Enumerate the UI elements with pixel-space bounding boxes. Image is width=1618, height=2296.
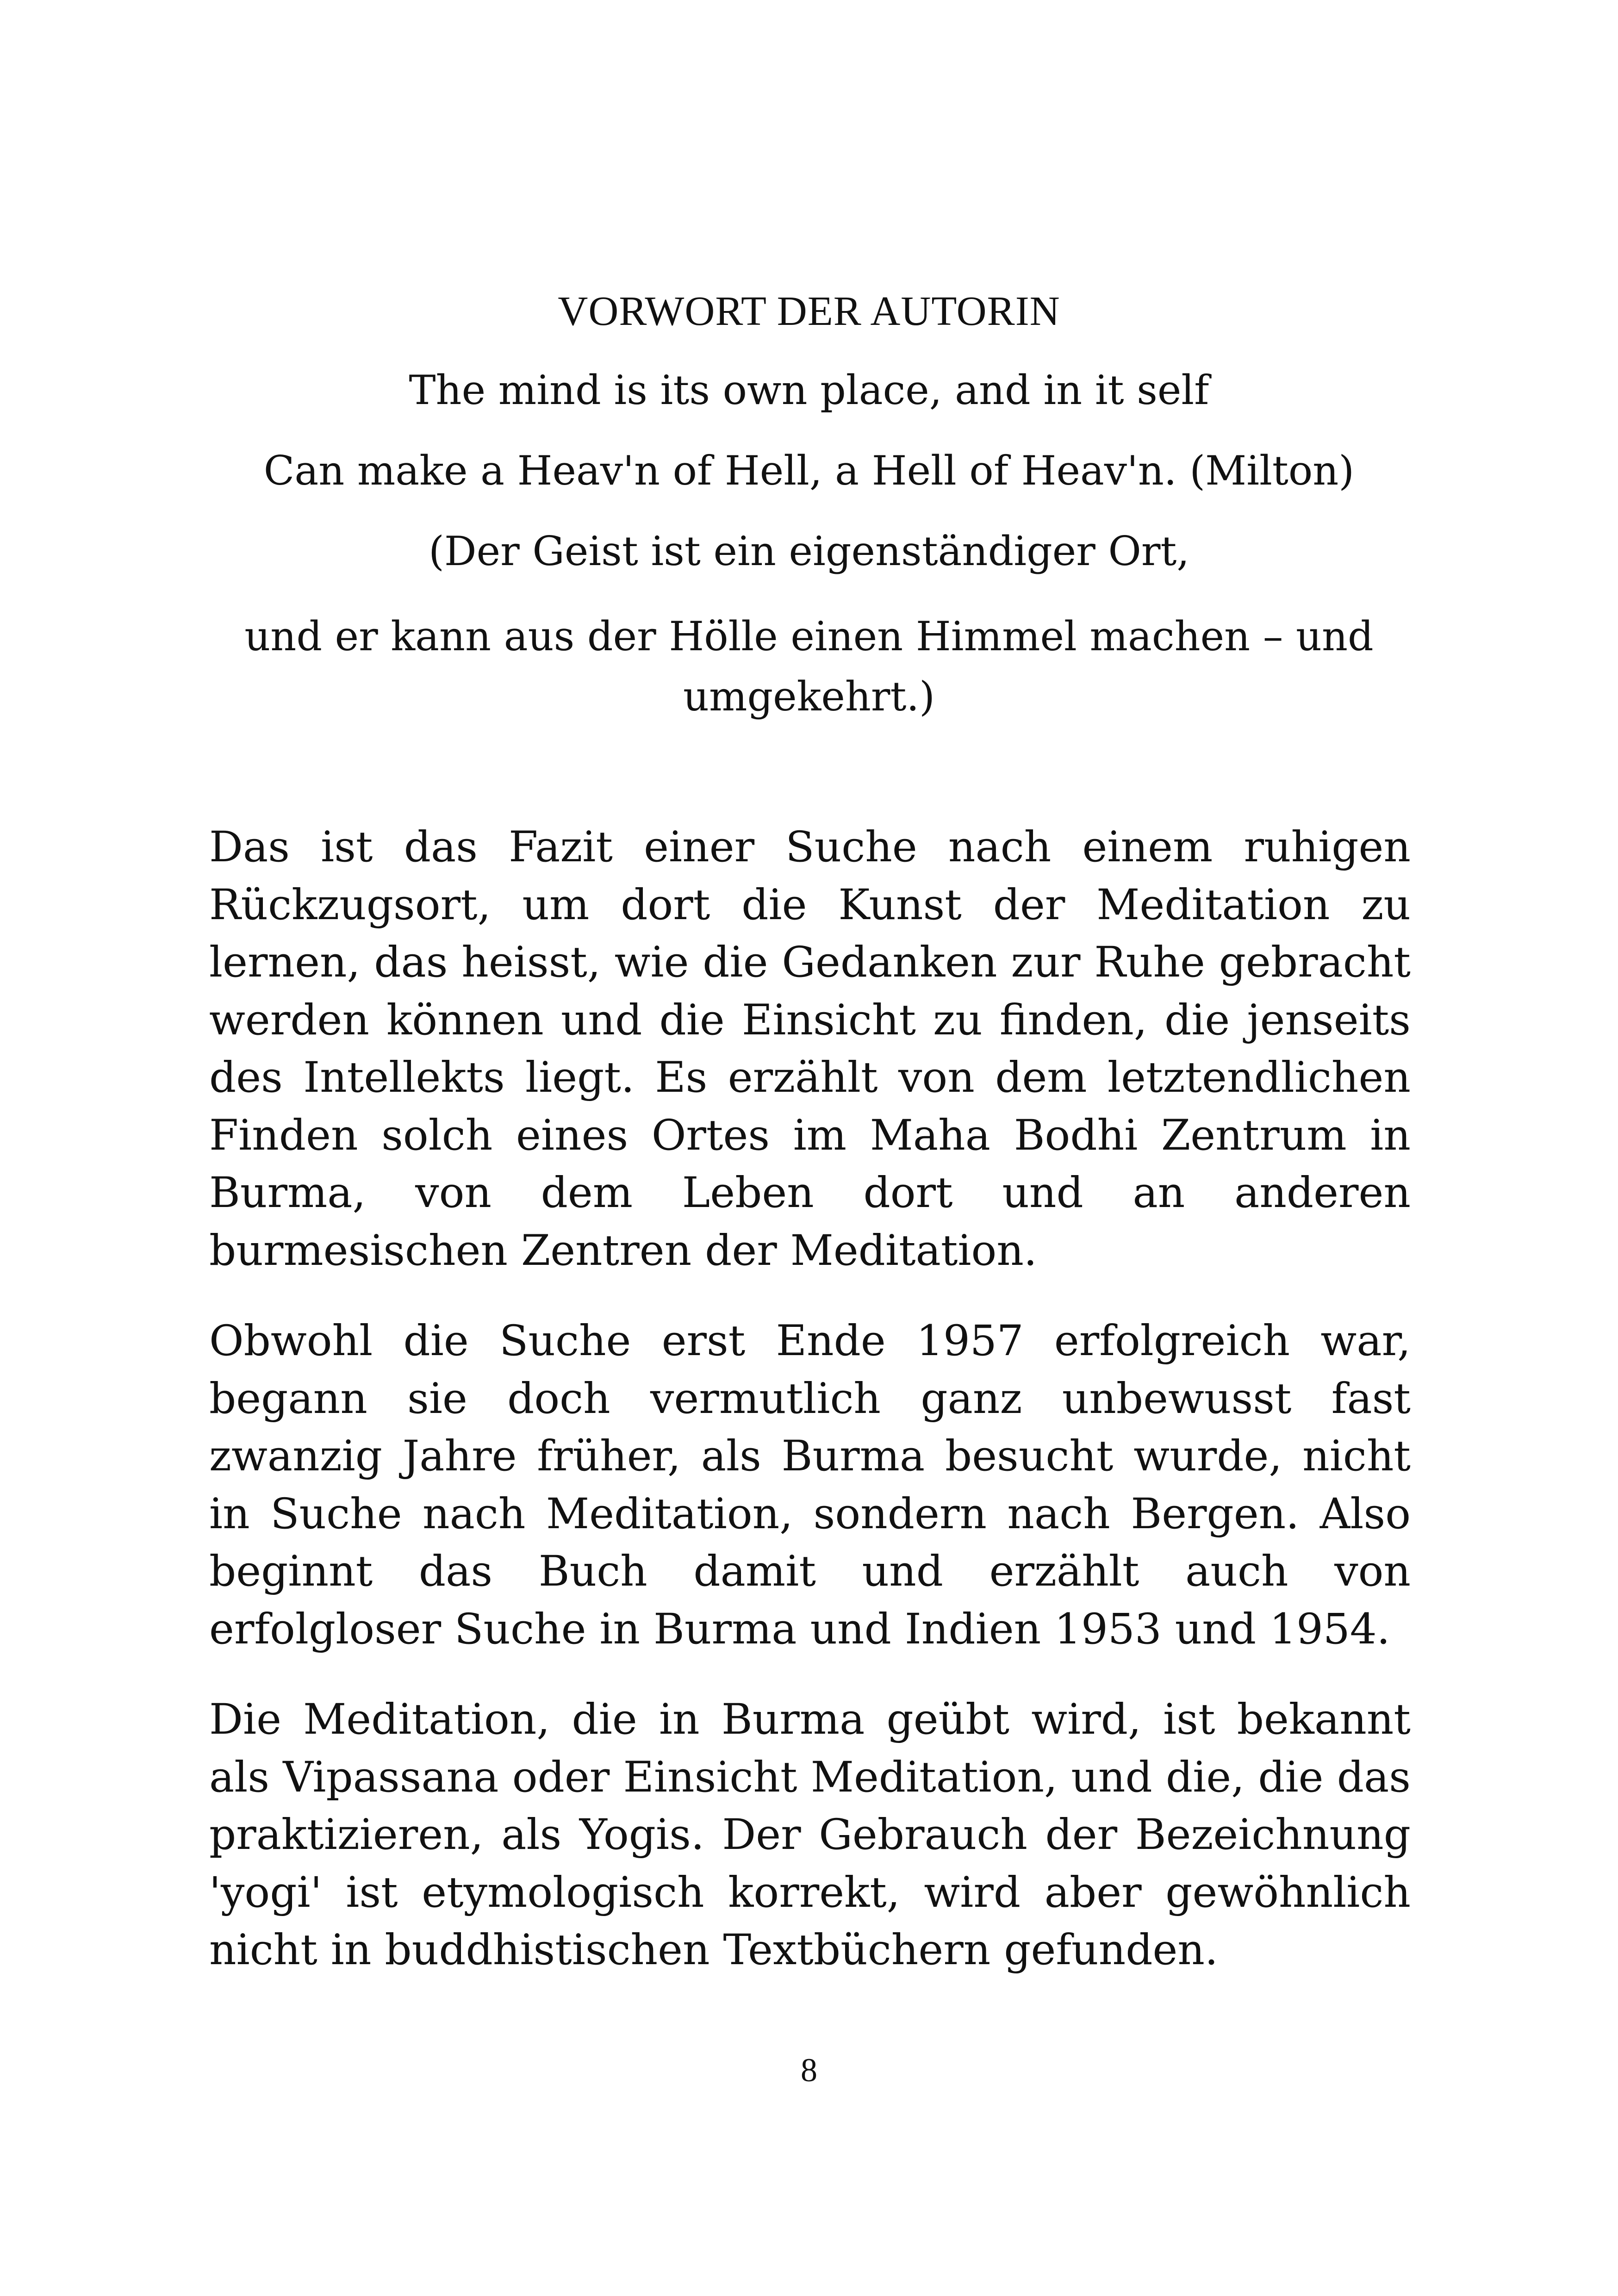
page-title: VORWORT DER AUTORIN bbox=[558, 288, 1060, 334]
paragraph-1: Das ist das Fazit einer Suche nach einem ruhigen Rückzugsort, um dort die Kunst der Meditation zu lernen, das heisst, wie die Gedanken zur Ruhe gebracht werden können und die Einsicht zu finden, die jenseits des Intellekts liegt. Es erzählt von dem letztendlichen Finden solch eines Ortes im Maha Bodhi Zentrum in Burma, von dem Leben dort und an anderen burmesischen Zentren der Meditation. bbox=[209, 823, 1411, 1275]
epigraph-line-2: Can make a Heav'n of Hell, a Hell of Heav'n. (Milton) bbox=[263, 447, 1355, 494]
paragraph-3: Die Meditation, die in Burma geübt wird, ist bekannt als Vipassana oder Einsicht Meditation, und die, die das praktizieren, als Yogis. Der Gebrauch der Bezeichnung 'yogi' ist etymologisch korrekt, wird aber gewöhnlich nicht in buddhistischen Textbüchern gefunden. bbox=[209, 1695, 1411, 1974]
epigraph-line-3: (Der Geist ist ein eigenständiger Ort, bbox=[428, 528, 1190, 575]
body-text bbox=[209, 819, 1411, 2012]
epigraph-line-4: und er kann aus der Hölle einen Himmel machen – und umgekehrt.) bbox=[244, 613, 1374, 720]
page-number: 8 bbox=[801, 2052, 817, 2089]
paragraph-2: Obwohl die Suche erst Ende 1957 erfolgreich war, begann sie doch vermutlich ganz unbewusst fast zwanzig Jahre früher, als Burma besucht wurde, nicht in Suche nach Meditation, sondern nach Bergen. Also beginnt das Buch damit und erzählt auch von erfolgloser Suche in Burma und Indien 1953 und 1954. bbox=[209, 1317, 1411, 1654]
preface-header bbox=[208, 286, 1410, 727]
epigraph-line-1: The mind is its own place, and in it self bbox=[409, 367, 1209, 414]
